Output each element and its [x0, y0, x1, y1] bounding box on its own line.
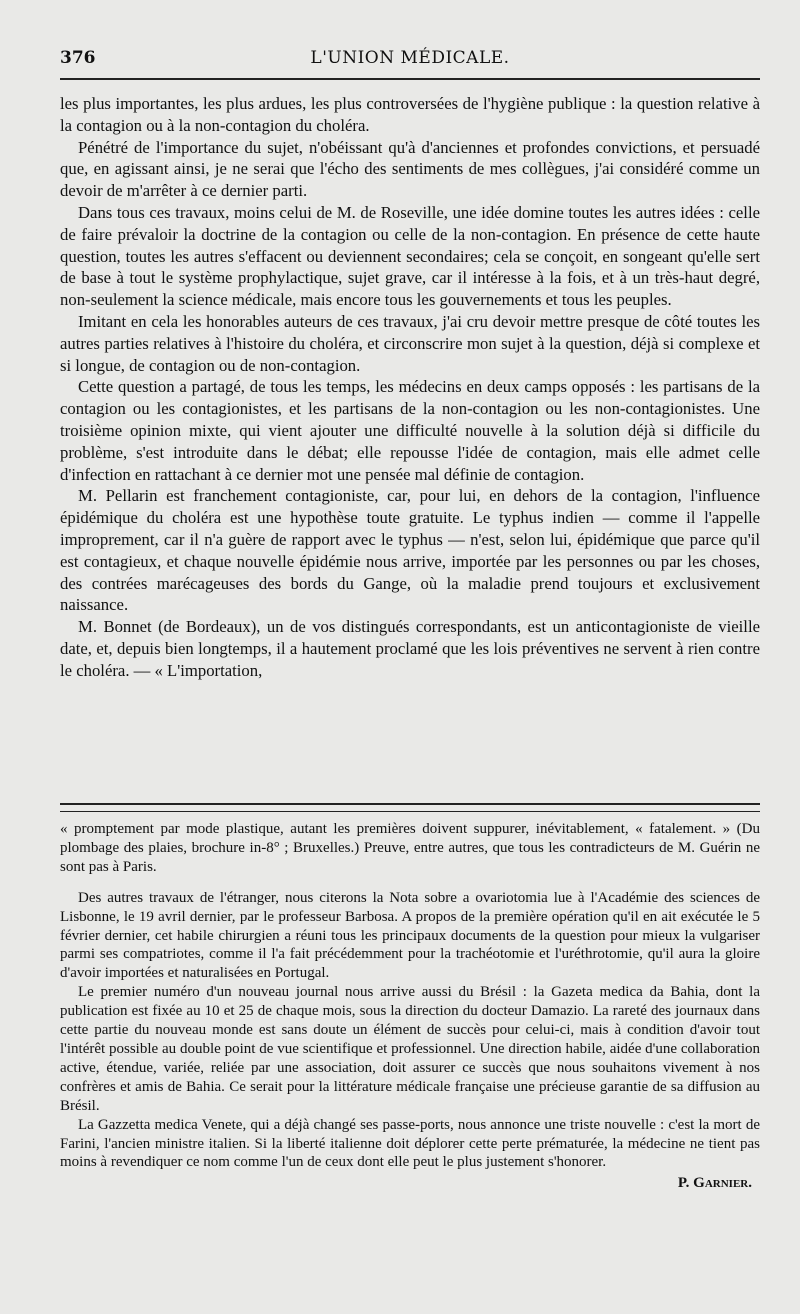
- body-paragraph: Cette question a partagé, de tous les temps, les médecins en deux camps opposés : les partisans de la contagion ou les contagionistes, et les partisans de la non-contagion ou les non-contagionistes. Une troisième opinion mixte, qui vient ajouter une difficulté nouvelle à la solution déjà si difficile du problème, s'est introduite dans le débat; elle repousse l'idée de contagion, mais elle admet celle d'infection en rattachant à ce dernier mot une pensée mal définie de contagion.: [60, 377, 760, 484]
- main-body: [60, 93, 760, 682]
- paragraph-gap: [60, 877, 760, 889]
- body-paragraph: Imitant en cela les honorables auteurs de ces travaux, j'ai cru devoir mettre presque de côté toutes les autres parties relatives à l'histoire du choléra, et circonscrire mon sujet à la question, déjà si complexe et si longue, de contagion ou de non-contagion.: [60, 311, 760, 375]
- body-paragraph: les plus importantes, les plus ardues, les plus controversées de l'hygiène publique : la question relative à la contagion ou à la non-contagion du choléra.: [60, 94, 760, 135]
- body-paragraph: Dans tous ces travaux, moins celui de M. de Roseville, une idée domine toutes les autres idées : celle de faire prévaloir la doctrine de la contagion ou celle de la non-contagion. En présence de cette haute question, toutes les autres s'effacent ou deviennent secondaires; cela se conçoit, en songeant qu'elle sert de base à tout le système prophylactique, sujet grave, car il intéresse à la fois, et à un très-haut degré, non-seulement la science médicale, mais encore tous les gouvernements et tous les peuples.: [60, 202, 760, 310]
- feuilleton-continuation: « promptement par mode plastique, autant les premières doivent suppurer, inévitablement, « fatalement. » (Du plombage des plaies, brochure in-8° ; Bruxelles.) Preuve, entre autres, que tous les contradicteurs de M. Guérin ne sont pas à Paris.: [60, 821, 760, 875]
- author-signature: P. Garnier.: [677, 1175, 752, 1192]
- feuilleton-section: [60, 820, 760, 1193]
- header-rule: [60, 78, 760, 80]
- feuilleton-paragraph: La Gazzetta medica Venete, qui a déjà changé ses passe-ports, nous annonce une triste nouvelle : c'est la mort de Farini, l'ancien ministre italien. Si la liberté italienne doit déplorer cette perte prématurée, la médecine ne tient pas moins à revendiquer ce nom comme l'un de ceux dont elle peut le plus justement s'honorer.: [60, 1116, 760, 1171]
- section-divider: [60, 803, 760, 812]
- body-paragraph: Pénétré de l'importance du sujet, n'obéissant qu'à d'anciennes et profondes convictions, et persuadé que, en agissant ainsi, je ne serai que l'écho des sentiments de mes collègues, j'ai considéré comme un devoir de m'arrêter à ce dernier parti.: [60, 137, 760, 201]
- feuilleton-paragraph: Le premier numéro d'un nouveau journal nous arrive aussi du Brésil : la Gazeta medica da Bahia, dont la publication est fixée au 10 et 25 de chaque mois, sous la direction du docteur Damazio. La rareté des journaux dans cette partie du nouveau monde est sans doute un élément de succès pour celui-ci, mais à condition d'avoir tout l'intérêt possible au double point de vue scientifique et professionnel. Une direction habile, aidée d'une collaboration active, étendue, variée, reliée par une association, doit assurer ce succès que nous souhaitons vivement à nos confrères et amis de Bahia. Ce serait pour la littérature médicale française une précieuse garantie de sa diffusion au Brésil.: [60, 984, 760, 1114]
- feuilleton-paragraph: Des autres travaux de l'étranger, nous citerons la Nota sobre a ovariotomia lue à l'Académie des sciences de Lisbonne, le 19 avril dernier, par le professeur Barbosa. A propos de la première opération qu'il en ait exécutée le 5 février dernier, cet habile chirurgien a réuni tous les principaux documents de la question pour mieux la vulgariser parmi ses compatriotes, comme il l'a fait précédemment pour la trachéotomie et l'uréthrotomie, qu'il aura la gloire d'avoir importées et naturalisées en Portugal.: [60, 889, 760, 982]
- page-number: 376: [60, 48, 96, 68]
- page-header: [60, 48, 760, 72]
- body-paragraph: M. Bonnet (de Bordeaux), un de vos distingués correspondants, est un anticontagioniste de vieille date, et, depuis bien longtemps, il a hautement proclamé que les lois préventives ne servent à rien contre le choléra. — « L'importation,: [60, 617, 760, 680]
- body-paragraph: M. Pellarin est franchement contagioniste, car, pour lui, en dehors de la contagion, l'influence épidémique du choléra est une hypothèse toute gratuite. Le typhus indien — comme il l'appelle improprement, car il n'a guère de rapport avec le typhus — n'est, selon lui, épidémique que parce qu'il est contagieux, et chaque nouvelle épidémie nous arrive, importée par les personnes ou par les choses, des contrées marécageuses des bords du Gange, où la maladie prend toujours et exclusivement naissance.: [60, 486, 760, 615]
- running-title: L'UNION MÉDICALE.: [310, 48, 510, 68]
